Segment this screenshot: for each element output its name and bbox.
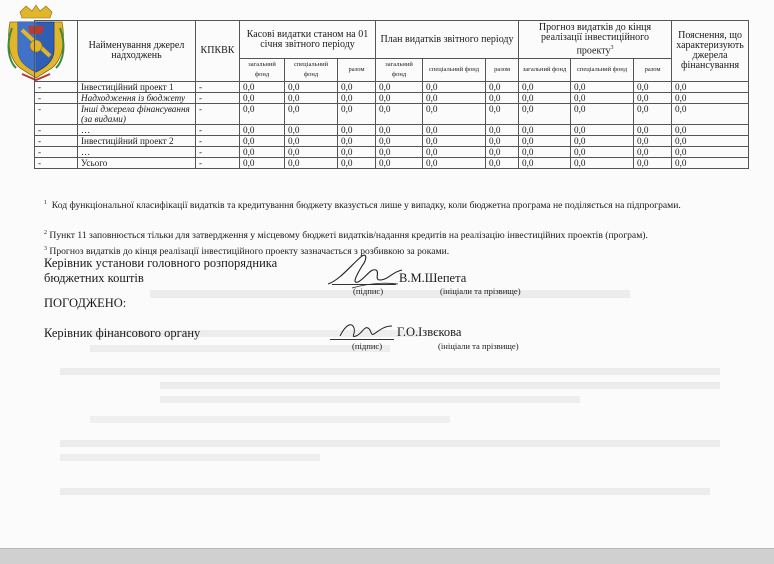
row-value-cell: 0,0 [672, 158, 749, 169]
row-value-cell: 0,0 [376, 136, 423, 147]
row-code-cell: - [35, 125, 78, 136]
row-value-cell: 0,0 [338, 136, 376, 147]
row-name-cell: Надходження із бюджету [78, 93, 196, 104]
table-row [35, 125, 749, 136]
head-title-line2: бюджетних коштів [44, 271, 144, 285]
footnote-1-text: Код функціональної класифікації видатків та кредитування бюджету вказується лише у випадку, коли бюджетна програма не поділяється на підпрограми. [51, 200, 681, 212]
row-value-cell: 0,0 [571, 93, 634, 104]
footnote-2-marker: 2 [44, 230, 47, 236]
row-value-cell: 0,0 [672, 104, 749, 125]
row-value-cell: 0,0 [240, 158, 285, 169]
header-kpkvk: КПКВК [196, 21, 240, 82]
finance-head-title: Керівник фінансового органу [44, 326, 201, 340]
row-kpkvk-cell: - [196, 93, 240, 104]
row-value-cell: 0,0 [285, 125, 338, 136]
row-value-cell: 0,0 [634, 147, 672, 158]
row-value-cell: 0,0 [486, 147, 519, 158]
agreed-label: ПОГОДЖЕНО: [44, 296, 127, 310]
header-forecast-text: Прогноз видатків до кінця реалізації інвестиційного проекту [538, 21, 652, 57]
row-value-cell: 0,0 [285, 136, 338, 147]
header-empty-code [35, 21, 78, 82]
row-kpkvk-cell: - [196, 147, 240, 158]
sub-special-2: спеціальний фонд [423, 59, 486, 82]
row-value-cell: 0,0 [571, 82, 634, 93]
row-value-cell: 0,0 [486, 125, 519, 136]
row-value-cell: 0,0 [240, 93, 285, 104]
row-value-cell: 0,0 [634, 93, 672, 104]
row-kpkvk-cell: - [196, 104, 240, 125]
row-value-cell: 0,0 [338, 93, 376, 104]
table-row [35, 136, 749, 147]
row-code-cell: - [35, 158, 78, 169]
finance-signature-caption: (підпис) [352, 341, 383, 351]
row-value-cell: 0,0 [519, 93, 571, 104]
table-row [35, 82, 749, 93]
sub-general-2: загальний фонд [376, 59, 423, 82]
header-explanation: Пояснення, що характеризують джерела фінансування [672, 21, 749, 82]
table-body [35, 82, 749, 169]
row-value-cell: 0,0 [672, 93, 749, 104]
footnote-2-text: Пункт 11 заповнюється тільки для затвердження у місцевому бюджеті видатків/надання кредитів на реалізацію інвестиційних проектів (програм). [49, 230, 648, 242]
row-value-cell: 0,0 [571, 104, 634, 125]
row-code-cell: - [35, 93, 78, 104]
row-value-cell: 0,0 [486, 82, 519, 93]
row-value-cell: 0,0 [672, 125, 749, 136]
row-value-cell: 0,0 [240, 136, 285, 147]
row-value-cell: 0,0 [338, 125, 376, 136]
scan-bottom-edge [0, 548, 774, 564]
row-kpkvk-cell: - [196, 125, 240, 136]
row-code-cell: - [35, 147, 78, 158]
header-forecast-expenses [519, 21, 672, 59]
row-value-cell: 0,0 [519, 104, 571, 125]
row-value-cell: 0,0 [376, 104, 423, 125]
row-code-cell: - [35, 82, 78, 93]
row-value-cell: 0,0 [423, 93, 486, 104]
row-code-cell: - [35, 104, 78, 125]
row-value-cell: 0,0 [376, 82, 423, 93]
row-value-cell: 0,0 [338, 104, 376, 125]
table-header-row [35, 21, 749, 59]
row-value-cell: 0,0 [285, 104, 338, 125]
row-value-cell: 0,0 [376, 158, 423, 169]
row-value-cell: 0,0 [519, 125, 571, 136]
header-plan-expenses: План видатків звітного періоду [376, 21, 519, 59]
row-value-cell: 0,0 [423, 125, 486, 136]
row-name-cell: Інвестиційний проект 2 [78, 136, 196, 147]
table-row [35, 147, 749, 158]
row-value-cell: 0,0 [338, 82, 376, 93]
row-value-cell: 0,0 [285, 147, 338, 158]
row-kpkvk-cell: - [196, 158, 240, 169]
row-value-cell: 0,0 [634, 82, 672, 93]
sub-total-2: разом [486, 59, 519, 82]
sub-total-1: разом [338, 59, 376, 82]
row-value-cell: 0,0 [486, 104, 519, 125]
row-value-cell: 0,0 [672, 136, 749, 147]
row-value-cell: 0,0 [634, 104, 672, 125]
row-value-cell: 0,0 [571, 158, 634, 169]
sub-total-3: разом [634, 59, 672, 82]
row-value-cell: 0,0 [519, 136, 571, 147]
row-value-cell: 0,0 [571, 136, 634, 147]
row-value-cell: 0,0 [240, 147, 285, 158]
row-name-cell: Інвестиційний проект 1 [78, 82, 196, 93]
header-source-name: Найменування джерел надходжень [78, 21, 196, 82]
row-value-cell: 0,0 [571, 125, 634, 136]
row-value-cell: 0,0 [571, 147, 634, 158]
row-value-cell: 0,0 [285, 93, 338, 104]
footnote-2 [44, 227, 744, 242]
footnote-1-marker: 1 [44, 200, 47, 206]
row-value-cell: 0,0 [376, 93, 423, 104]
row-value-cell: 0,0 [672, 82, 749, 93]
footnote-3-text: Прогноз видатків до кінця реалізації інвестиційного проекту зазначається з розбивкою за роками. [49, 246, 450, 258]
table-row [35, 104, 749, 125]
footnote-1 [44, 197, 744, 212]
row-name-cell: Інші джерела фінансування (за видами) [78, 104, 196, 125]
row-value-cell: 0,0 [519, 147, 571, 158]
row-value-cell: 0,0 [634, 125, 672, 136]
row-value-cell: 0,0 [634, 136, 672, 147]
row-value-cell: 0,0 [240, 82, 285, 93]
row-value-cell: 0,0 [240, 104, 285, 125]
row-code-cell: - [35, 136, 78, 147]
row-value-cell: 0,0 [672, 147, 749, 158]
row-name-cell: … [78, 125, 196, 136]
row-value-cell: 0,0 [423, 158, 486, 169]
header-forecast-sup: 3 [610, 44, 614, 51]
sub-special-1: спеціальний фонд [285, 59, 338, 82]
row-value-cell: 0,0 [338, 147, 376, 158]
row-value-cell: 0,0 [423, 82, 486, 93]
budget-sources-table [34, 20, 749, 169]
sub-general-3: загальний фонд [519, 59, 571, 82]
row-value-cell: 0,0 [634, 158, 672, 169]
row-value-cell: 0,0 [423, 147, 486, 158]
head-signature-caption: (підпис) [353, 286, 384, 296]
row-value-cell: 0,0 [376, 125, 423, 136]
table-row [35, 158, 749, 169]
row-value-cell: 0,0 [486, 158, 519, 169]
sub-special-3: спеціальний фонд [571, 59, 634, 82]
row-kpkvk-cell: - [196, 136, 240, 147]
table-row [35, 93, 749, 104]
row-value-cell: 0,0 [338, 158, 376, 169]
row-name-cell: Усього [78, 158, 196, 169]
row-value-cell: 0,0 [486, 93, 519, 104]
row-value-cell: 0,0 [285, 158, 338, 169]
row-name-cell: … [78, 147, 196, 158]
finance-initials-caption: (ініціали та прізвище) [438, 341, 519, 351]
head-title-line1: Керівник установи головного розпорядника [44, 256, 278, 270]
row-value-cell: 0,0 [423, 104, 486, 125]
head-initials-caption: (ініціали та прізвище) [440, 286, 521, 296]
row-value-cell: 0,0 [519, 82, 571, 93]
footnote-3-marker: 3 [44, 246, 47, 252]
header-cash-expenses: Касові видатки станом на 01 січня звітного періоду [240, 21, 376, 59]
row-value-cell: 0,0 [423, 136, 486, 147]
row-value-cell: 0,0 [376, 147, 423, 158]
row-value-cell: 0,0 [486, 136, 519, 147]
row-value-cell: 0,0 [519, 158, 571, 169]
finance-head-name: Г.О.Ізвєкова [397, 325, 462, 339]
row-value-cell: 0,0 [240, 125, 285, 136]
row-kpkvk-cell: - [196, 82, 240, 93]
head-name: В.М.Шепета [399, 271, 467, 285]
row-value-cell: 0,0 [285, 82, 338, 93]
sub-general-1: загальний фонд [240, 59, 285, 82]
